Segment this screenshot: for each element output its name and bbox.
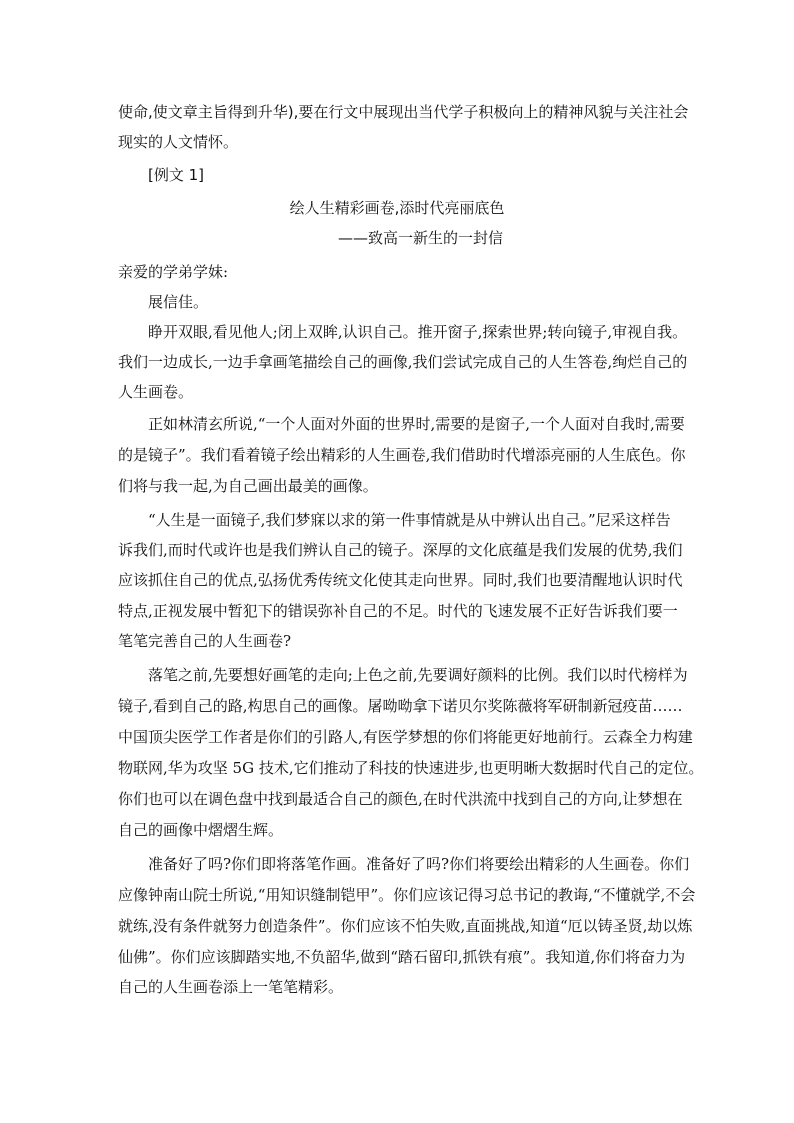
intro-line-2: 现实的人文情怀。 [118,133,239,151]
paragraph-line: 镜子,看到自己的路,构思自己的画像。屠呦呦拿下诺贝尔奖陈薇将军研制新冠疫苗…… [118,697,683,715]
paragraph-line: 特点,正视发展中暂犯下的错误弥补自己的不足。时代的飞速发展不正好告诉我们要一 [118,602,678,620]
paragraph-line: 落笔之前,先要想好画笔的走向;上色之前,先要调好颜料的比例。我们以时代榜样为 [148,666,688,684]
letter-title: 绘人生精彩画卷,添时代亮丽底色 [289,199,505,217]
paragraph-line: 物联网,华为攻坚 5G 技术,它们推动了科技的快速进步,也更明晰大数据时代自己的定位。 [118,759,704,777]
letter-salutation: 亲爱的学弟学妹: [118,263,229,281]
paragraph-line: “人生是一面镜子,我们梦寐以求的第一件事情就是从中辨认出自己。”尼采这样告 [148,511,671,529]
paragraph-line: 应像钟南山院士所说,“用知识缝制铠甲”。你们应该记得习总书记的教诲,“不懂就学,不会 [118,886,696,904]
paragraph-line: 正如林清玄所说,“一个人面对外面的世界时,需要的是窗子,一个人面对自我时,需要 [148,415,685,433]
paragraph-line: 自己的画像中熠熠生辉。 [118,821,284,839]
paragraph-line: 的是镜子”。我们看着镜子绘出精彩的人生画卷,我们借助时代增添亮丽的人生底色。你 [118,446,686,464]
paragraph-line: 应该抓住自己的优点,弘扬优秀传统文化使其走向世界。同时,我们也要清醒地认识时代 [118,571,683,589]
paragraph-line: 就练,没有条件就努力创造条件”。你们应该不怕失败,直面挑战,知道“厄以铸圣贤,劫以炼 [118,917,693,935]
paragraph-line: 自己的人生画卷添上一笔笔精彩。 [118,978,344,996]
paragraph-line: 中国顶尖医学工作者是你们的引路人,有医学梦想的你们将能更好地前行。云森全力构建 [118,728,693,746]
paragraph-line: 笔笔完善自己的人生画卷? [118,632,292,650]
letter-greeting: 展信佳。 [148,293,209,311]
paragraph-line: 睁开双眼,看见他人;闭上双眸,认识自己。推开窗子,探索世界;转向镜子,审视自我。 [148,323,688,341]
example-label: [例文 1] [148,166,205,184]
paragraph-line: 人生画卷。 [118,383,194,401]
paragraph-line: 仙佛”。你们应该脚踏实地,不负韶华,做到“踏石留印,抓铁有痕”。我知道,你们将奋力为 [118,948,686,966]
paragraph-line: 们将与我一起,为自己画出最美的画像。 [118,477,378,495]
intro-line-1: 使命,使文章主旨得到升华),要在行文中展现出当代学子积极向上的精神风貌与关注社会 [118,103,689,121]
paragraph-line: 诉我们,而时代或许也是我们辨认自己的镜子。深厚的文化底蕴是我们发展的优势,我们 [118,541,683,559]
paragraph-line: 我们一边成长,一边手拿画笔描绘自己的画像,我们尝试完成自己的人生答卷,绚烂自己的 [118,353,688,371]
paragraph-line: 你们也可以在调色盘中找到最适合自己的颜色,在时代洪流中找到自己的方向,让梦想在 [118,790,683,808]
letter-subtitle: ——致高一新生的一封信 [338,229,504,247]
paragraph-line: 准备好了吗?你们即将落笔作画。准备好了吗?你们将要绘出精彩的人生画卷。你们 [148,855,690,873]
